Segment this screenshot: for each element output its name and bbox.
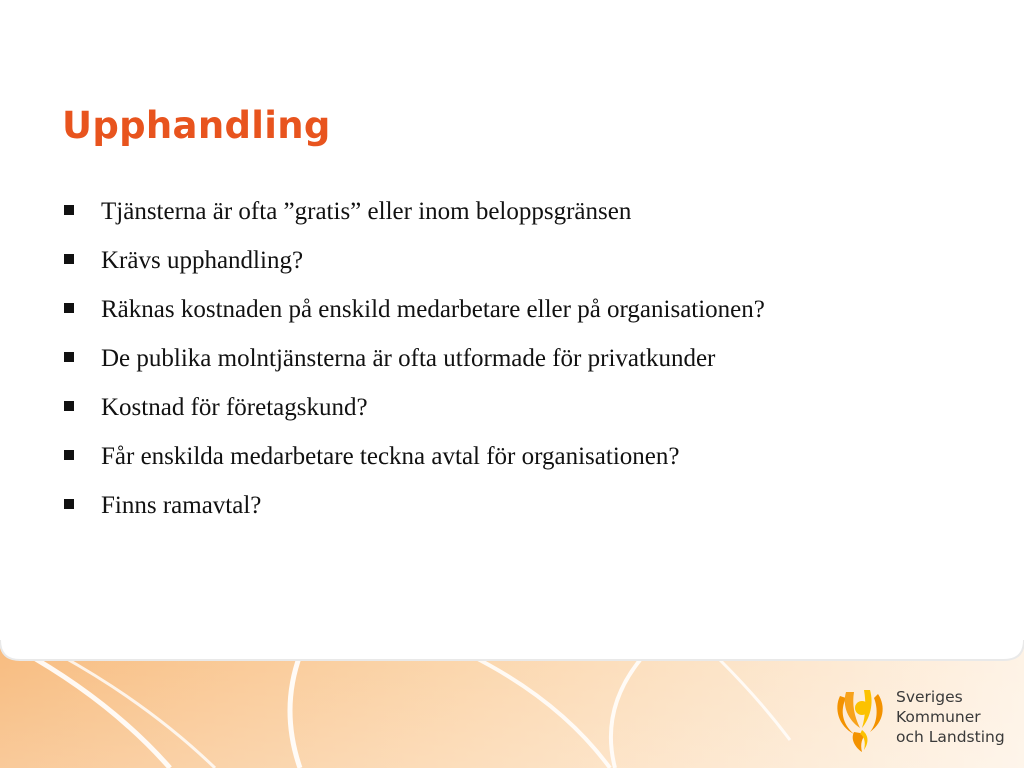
logo-text <box>896 687 1005 747</box>
bullet-text: Kostnad för företagskund? <box>101 394 368 421</box>
logo-line: Sveriges <box>896 688 963 706</box>
list-item <box>62 239 962 282</box>
square-bullet-icon <box>64 352 74 362</box>
bullet-list <box>62 190 962 533</box>
logo-line: och Landsting <box>896 728 1005 746</box>
square-bullet-icon <box>64 303 74 313</box>
list-item <box>62 435 962 478</box>
list-item <box>62 190 962 233</box>
bullet-text: De publika molntjänsterna är ofta utformade för privatkunder <box>101 345 716 372</box>
slide-title: Upphandling <box>62 104 331 147</box>
list-item <box>62 484 962 527</box>
list-item <box>62 337 962 380</box>
square-bullet-icon <box>64 205 74 215</box>
square-bullet-icon <box>64 401 74 411</box>
logo-line: Kommuner <box>896 708 981 726</box>
list-item <box>62 288 801 331</box>
bullet-text: Räknas kostnaden på enskild medarbetare eller på organisationen? <box>101 296 765 323</box>
bullet-text: Får enskilda medarbetare teckna avtal för organisationen? <box>101 443 680 470</box>
skl-figure-icon <box>832 682 892 754</box>
skl-logo <box>832 682 1012 762</box>
bullet-text: Krävs upphandling? <box>101 247 304 274</box>
bullet-text: Finns ramavtal? <box>101 492 262 519</box>
square-bullet-icon <box>64 450 74 460</box>
square-bullet-icon <box>64 499 74 509</box>
square-bullet-icon <box>64 254 74 264</box>
list-item <box>62 386 962 429</box>
bullet-text: Tjänsterna är ofta ”gratis” eller inom beloppsgränsen <box>101 198 632 225</box>
